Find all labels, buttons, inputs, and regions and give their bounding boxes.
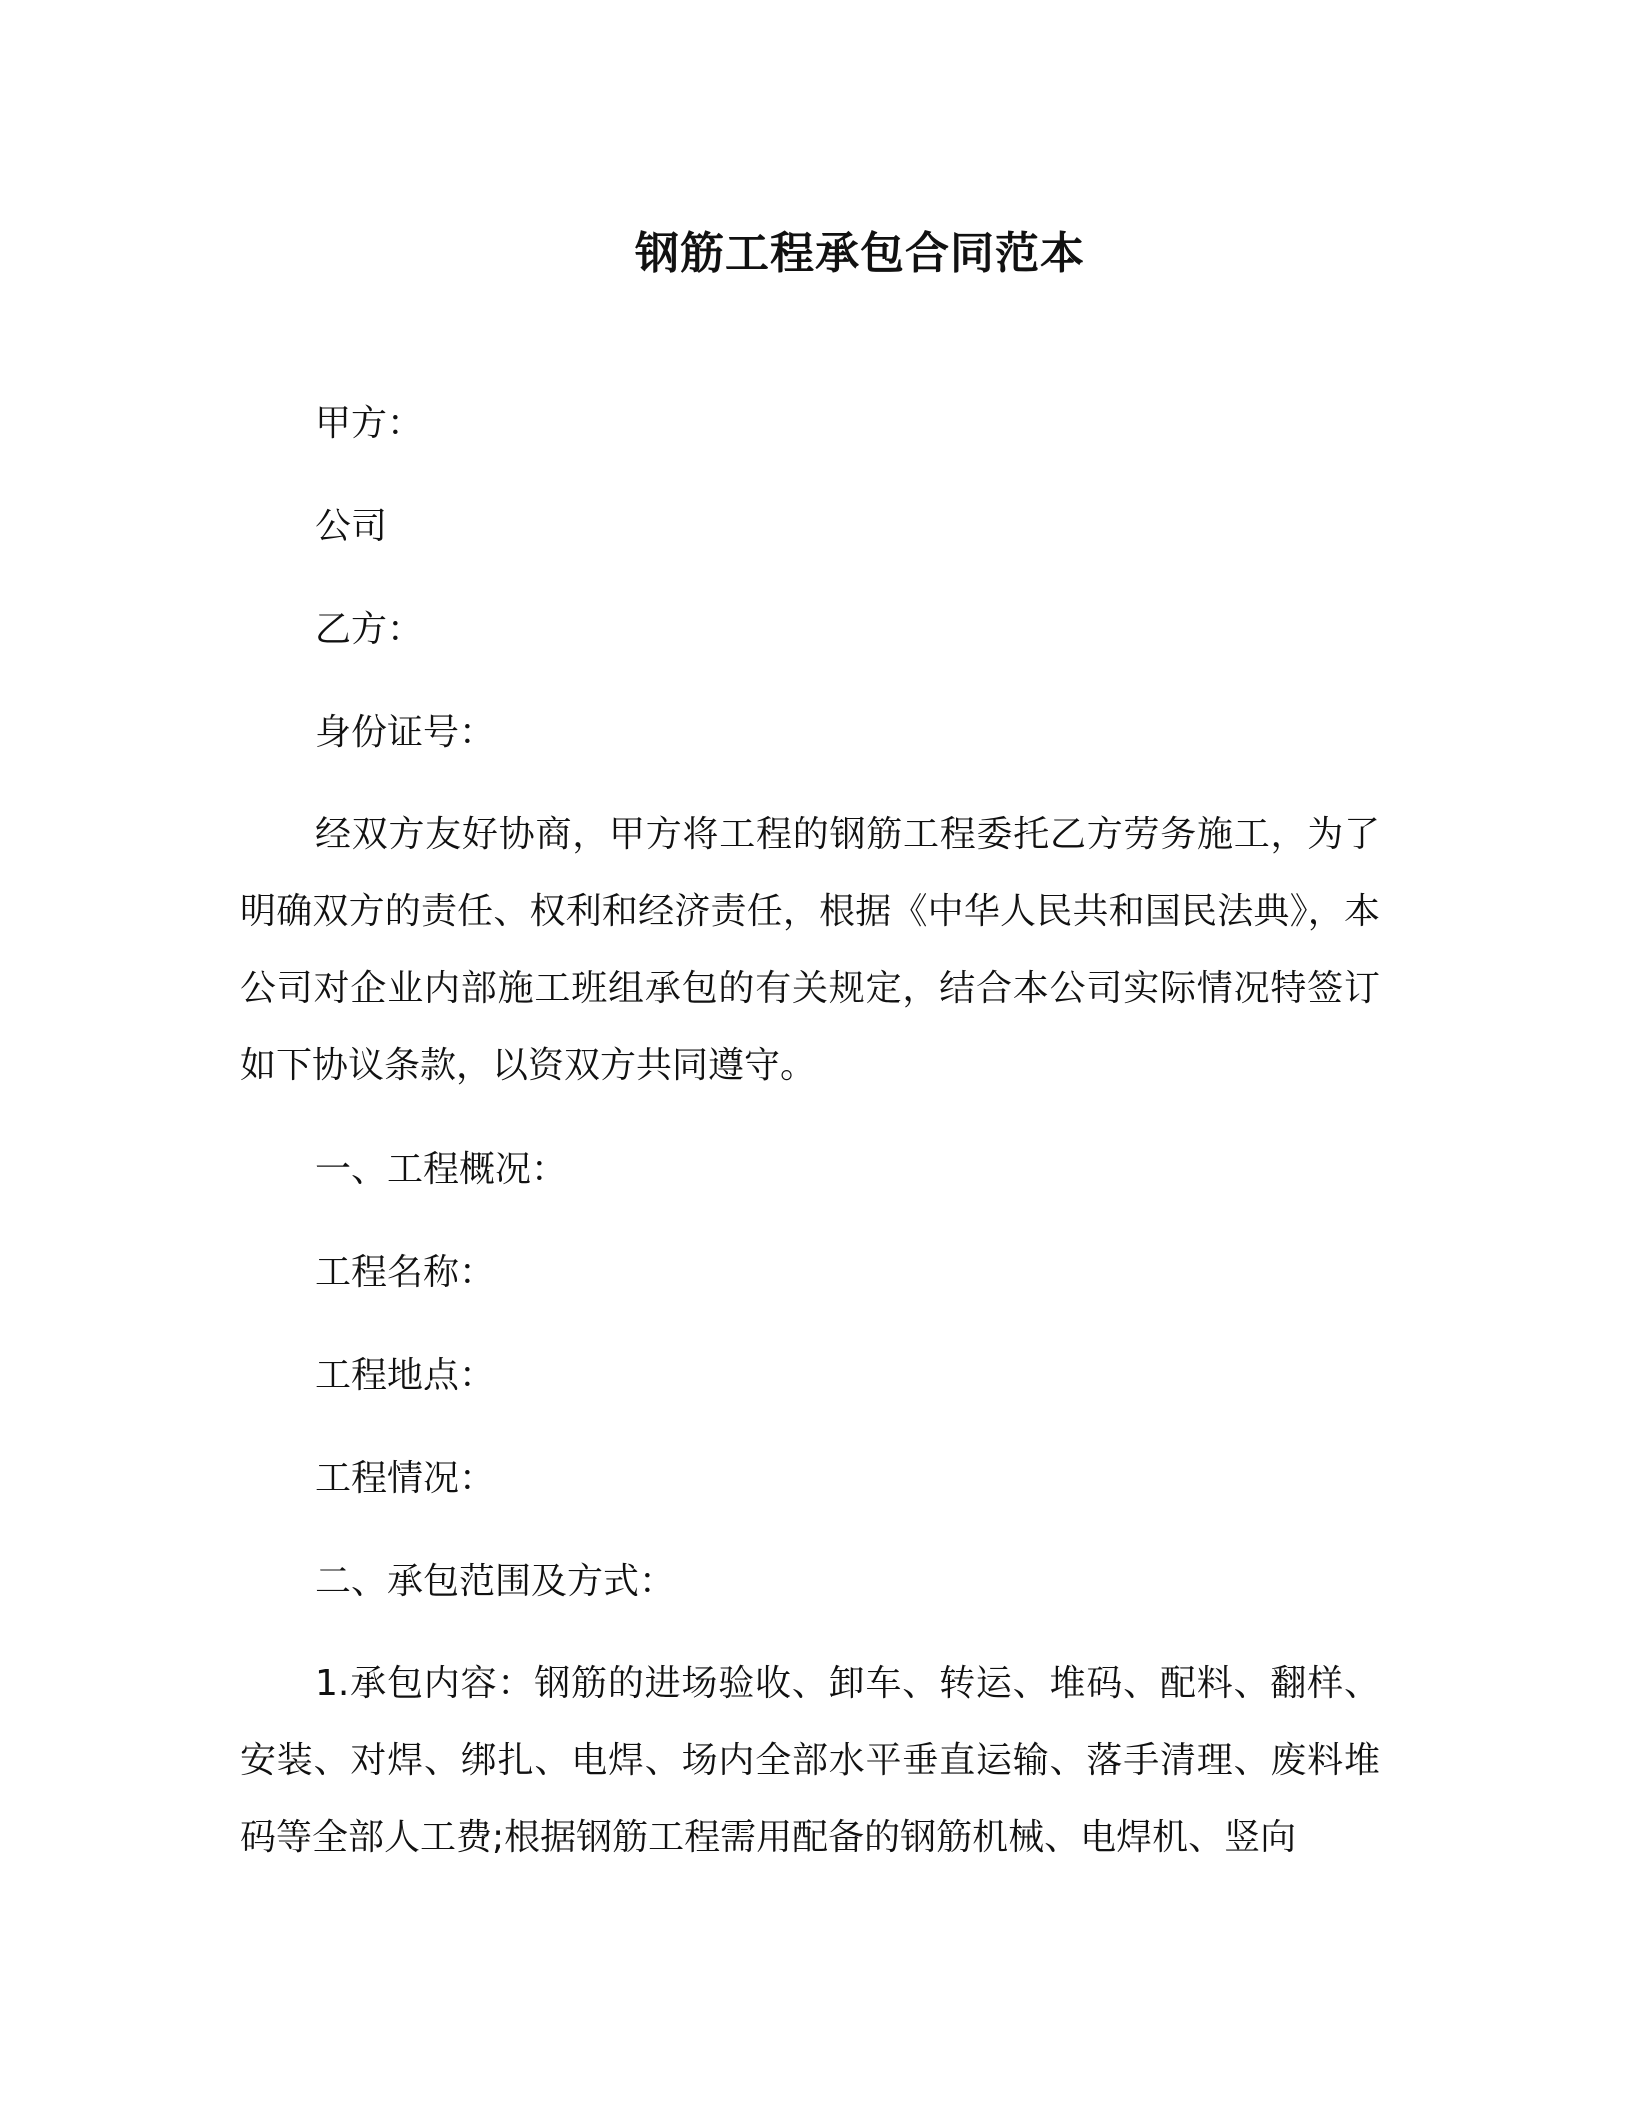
clause-1-paragraph: 1.承包内容：钢筋的进场验收、卸车、转运、堆码、配料、翻样、安装、对焊、绑扎、电焊、场内全部水平垂直运输、落手清理、废料堆码等全部人工费;根据钢筋工程需用配备的钢筋机械、电焊机、竖向 — [240, 1663, 1380, 1858]
section-1-heading: 一、工程概况： — [315, 1149, 568, 1190]
company-label: 公司 — [315, 506, 388, 547]
project-location-label: 工程地点： — [315, 1355, 496, 1396]
section-2-heading: 二、承包范围及方式： — [315, 1561, 676, 1602]
intro-paragraph: 经双方友好协商，甲方将工程的钢筋工程委托乙方劳务施工，为了明确双方的责任、权利和经济责任，根据《中华人民共和国民法典》，本公司对企业内部施工班组承包的有关规定，结合本公司实际情况特签订如下协议条款，以资双方共同遵守。 — [240, 814, 1380, 1086]
id-number-label: 身份证号： — [315, 712, 496, 753]
project-status-label: 工程情况： — [315, 1458, 496, 1499]
party-b-label: 乙方： — [315, 609, 424, 650]
project-name-label: 工程名称： — [315, 1252, 496, 1293]
party-a-label: 甲方： — [315, 403, 424, 444]
document-title: 钢筋工程承包合同范本 — [635, 228, 1085, 279]
